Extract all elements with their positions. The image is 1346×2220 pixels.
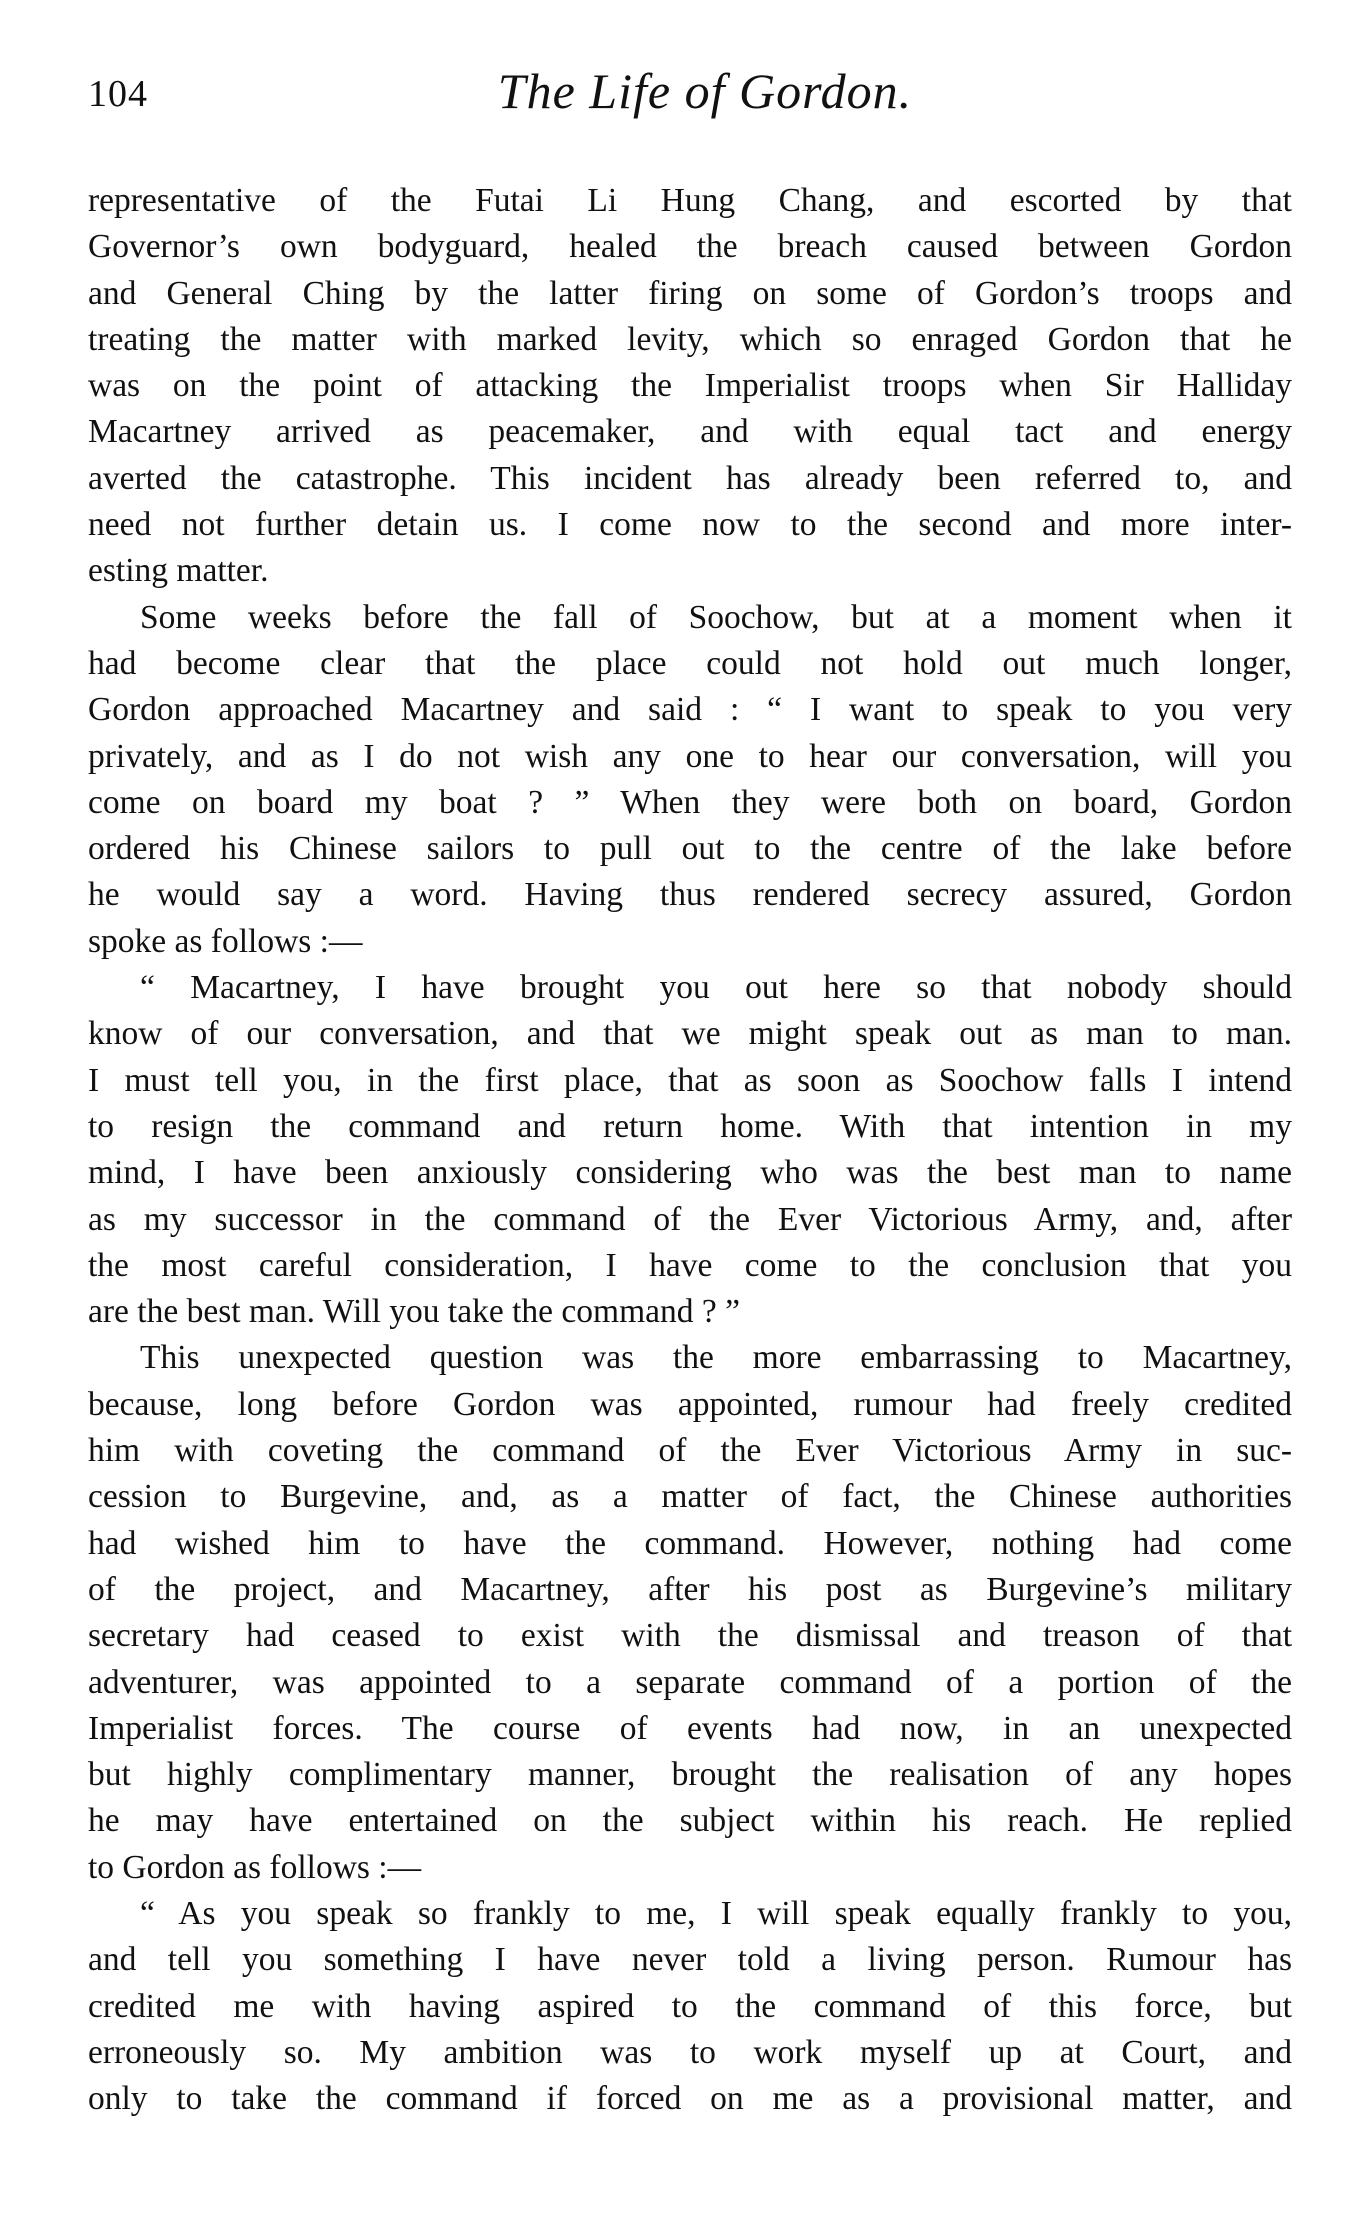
text-line: know of our conversation, and that we might speak out as man to man. <box>88 1015 1292 1053</box>
text-line: secretary had ceased to exist with the dismissal and treason of that <box>88 1617 1292 1655</box>
text-line: only to take the command if forced on me as a provisional matter, and <box>88 2080 1292 2118</box>
text-line: spoke as follows :— <box>88 922 363 960</box>
text-line: because, long before Gordon was appointed, rumour had freely credited <box>88 1385 1292 1423</box>
text-line: This unexpected question was the more embarrassing to Macartney, <box>140 1339 1292 1377</box>
text-line: he would say a word. Having thus rendered secrecy assured, Gordon <box>88 876 1292 914</box>
text-line: I must tell you, in the first place, that as soon as Soochow falls I intend <box>88 1061 1292 1099</box>
text-line: and tell you something I have never told a living person. Rumour has <box>88 1941 1292 1979</box>
paragraph <box>88 1891 1292 2122</box>
text-line: adventurer, was appointed to a separate command of a portion of the <box>88 1663 1292 1701</box>
text-line: and General Ching by the latter firing on some of Gordon’s troops and <box>88 274 1292 312</box>
text-line: credited me with having aspired to the command of this force, but <box>88 1987 1292 2025</box>
page-header <box>88 62 1292 132</box>
text-line: “ As you speak so frankly to me, I will speak equally frankly to you, <box>140 1894 1292 1932</box>
text-line: come on board my boat ? ” When they were both on board, Gordon <box>88 783 1292 821</box>
text-line: Imperialist forces. The course of events had now, in an unexpected <box>88 1709 1292 1747</box>
running-title: The Life of Gordon. <box>497 63 913 119</box>
text-line: had wished him to have the command. However, nothing had come <box>88 1524 1292 1562</box>
text-line: ordered his Chinese sailors to pull out to the centre of the lake before <box>88 830 1292 868</box>
text-line: Governor’s own bodyguard, healed the breach caused between Gordon <box>88 228 1292 266</box>
paragraph <box>88 965 1292 1335</box>
text-line: privately, and as I do not wish any one to hear our conversation, will you <box>88 737 1292 775</box>
text-line: Some weeks before the fall of Soochow, but at a moment when it <box>140 598 1292 636</box>
text-line: treating the matter with marked levity, which so enraged Gordon that he <box>88 320 1292 358</box>
text-line: esting matter. <box>88 552 269 590</box>
text-line: mind, I have been anxiously considering who was the best man to name <box>88 1154 1292 1192</box>
text-line: averted the catastrophe. This incident has already been referred to, and <box>88 459 1292 497</box>
text-line: to Gordon as follows :— <box>88 1848 422 1886</box>
text-line: him with coveting the command of the Ever Victorious Army in suc- <box>88 1432 1292 1470</box>
text-line: the most careful consideration, I have come to the conclusion that you <box>88 1246 1292 1284</box>
page-number: 104 <box>88 73 148 115</box>
text-line: representative of the Futai Li Hung Chang, and escorted by that <box>88 182 1292 219</box>
paragraph <box>88 595 1292 965</box>
text-line: he may have entertained on the subject within his reach. He replied <box>88 1802 1292 1840</box>
text-line: Gordon approached Macartney and said : “ I want to speak to you very <box>88 691 1292 729</box>
text-line: had become clear that the place could not hold out much longer, <box>88 644 1292 682</box>
body-text <box>88 178 1292 2122</box>
text-line: erroneously so. My ambition was to work myself up at Court, and <box>88 2033 1292 2071</box>
text-line: need not further detain us. I come now to the second and more inter- <box>88 506 1292 544</box>
text-line: of the project, and Macartney, after his post as Burgevine’s military <box>88 1570 1292 1608</box>
text-line: but highly complimentary manner, brought the realisation of any hopes <box>88 1756 1292 1794</box>
text-line: as my successor in the command of the Ever Victorious Army, and, after <box>88 1200 1292 1238</box>
text-line: to resign the command and return home. With that intention in my <box>88 1107 1292 1145</box>
text-line: was on the point of attacking the Imperialist troops when Sir Halliday <box>88 367 1292 405</box>
text-line: cession to Burgevine, and, as a matter of fact, the Chinese authorities <box>88 1478 1292 1516</box>
text-line: Macartney arrived as peacemaker, and with equal tact and energy <box>88 413 1292 451</box>
text-line: are the best man. Will you take the command ? ” <box>88 1293 740 1331</box>
text-line: “ Macartney, I have brought you out here so that nobody should <box>140 969 1292 1007</box>
paragraph <box>88 178 1292 595</box>
paragraph <box>88 1335 1292 1891</box>
